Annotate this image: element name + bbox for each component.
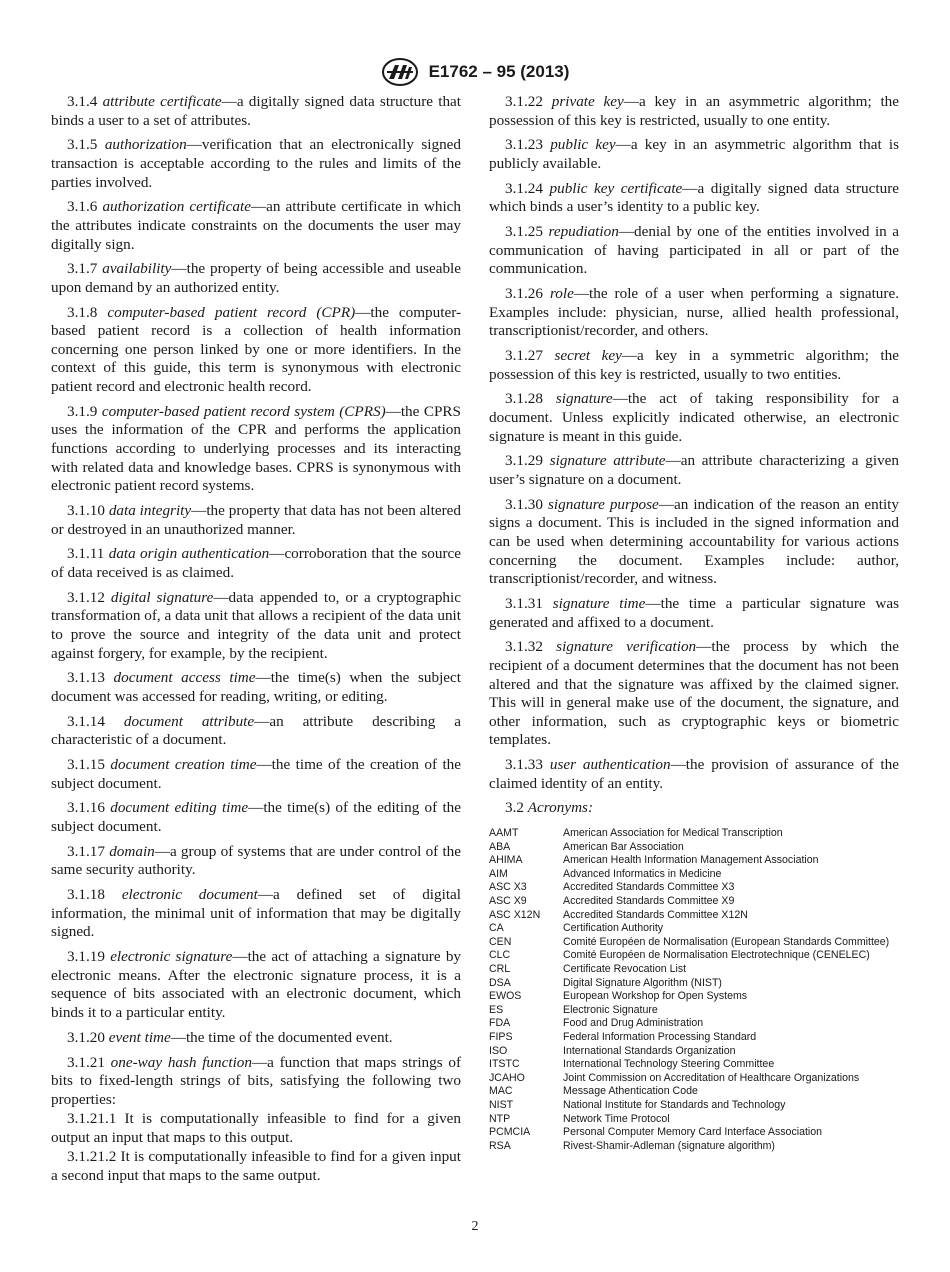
- acronym-description: International Technology Steering Committee: [563, 1058, 775, 1071]
- acronym-row: [489, 868, 894, 882]
- definition-text: the provision of assurance of the claimed identity of an entity.: [489, 756, 899, 792]
- acronym-description: Comité Européen de Normalisation Electrotechnique (CENELEC): [563, 949, 870, 962]
- definition-number: 3.1.21: [67, 1053, 105, 1071]
- definition-paragraph: [51, 198, 461, 254]
- acronym-abbreviation: CLC: [489, 949, 511, 962]
- acronym-description: Electronic Signature: [563, 1003, 658, 1016]
- definition-separator: —: [623, 93, 639, 110]
- definition-number: 3.1.21.1: [67, 1110, 117, 1128]
- acronym-abbreviation: MAC: [489, 1085, 513, 1098]
- definition-paragraph: [51, 545, 461, 582]
- definition-text: the act of attaching a signature by electronic means. After the electronic signature process, it is a sequence of bits associated with an electronic document, which binds it to a particular entity.: [51, 948, 462, 1021]
- acronym-description: Message Athentication Code: [563, 1085, 698, 1098]
- definition-paragraph: [51, 886, 461, 942]
- acronyms-number: 3.2: [505, 799, 524, 817]
- definition-number: 3.1.26: [505, 285, 543, 303]
- definition-term: public key: [550, 136, 616, 154]
- acronym-abbreviation: AIM: [489, 867, 508, 880]
- acronym-row: [489, 1072, 894, 1086]
- acronym-row: [489, 854, 894, 868]
- acronym-row: [489, 1085, 894, 1099]
- definition-paragraph: [489, 93, 899, 130]
- page-number: 2: [471, 1219, 479, 1234]
- definition-text: the computer-based patient record is a collection of health information concerning one person linked by one or more identifiers. In the context of this guide, this term is synonymous with electronic patient record and electronic health record.: [51, 303, 462, 396]
- document-id: E1762 – 95 (2013): [428, 62, 570, 81]
- definition-term: domain: [109, 842, 155, 860]
- definition-paragraph: [489, 223, 899, 279]
- definition-number: 3.1.13: [67, 669, 105, 687]
- acronym-description: Personal Computer Memory Card Interface Association: [563, 1126, 823, 1139]
- acronym-abbreviation: PCMCIA: [489, 1126, 531, 1139]
- definition-separator: —: [682, 179, 698, 197]
- definition-number: 3.1.16: [67, 799, 105, 817]
- definition-term: authorization certificate: [102, 198, 251, 216]
- definition-term: signature verification: [556, 638, 697, 656]
- acronym-row: [489, 827, 894, 841]
- acronym-row: [489, 1017, 894, 1031]
- definition-term: private key: [551, 93, 624, 110]
- definition-paragraph: [51, 589, 461, 663]
- acronym-abbreviation: DSA: [489, 976, 511, 989]
- acronym-description: Accredited Standards Committee X3: [563, 881, 735, 894]
- acronym-row: [489, 909, 894, 923]
- definition-paragraph: [51, 1110, 461, 1147]
- definition-separator: —: [170, 1028, 186, 1046]
- definition-paragraph: [51, 1054, 461, 1110]
- definition-paragraph: [51, 502, 461, 539]
- acronym-description: International Standards Organization: [563, 1044, 736, 1057]
- definition-text: a key in an asymmetric algorithm that is publicly available.: [489, 136, 900, 172]
- definition-paragraph: [51, 843, 461, 880]
- definition-term: data origin authentication: [108, 545, 270, 563]
- definition-separator: —: [154, 842, 170, 860]
- definition-term: signature purpose: [548, 495, 659, 513]
- definition-paragraph: [489, 347, 899, 384]
- acronym-row: [489, 841, 894, 855]
- acronym-abbreviation: EWOS: [489, 990, 522, 1003]
- definition-paragraph: [489, 452, 899, 489]
- definition-text: It is computationally infeasible to find for a given output an input that maps to this output.: [51, 1110, 461, 1146]
- definition-paragraph: [489, 136, 899, 173]
- definition-number: 3.1.23: [505, 136, 543, 154]
- definition-paragraph: [51, 713, 461, 750]
- definition-number: 3.1.25: [505, 223, 543, 241]
- acronym-abbreviation: JCAHO: [489, 1071, 525, 1084]
- right-column: [489, 93, 899, 1153]
- definition-paragraph: [489, 595, 899, 632]
- definition-paragraph: [489, 496, 899, 589]
- definition-text: a defined set of digital information, the minimal unit of information that may be digitally signed.: [51, 886, 462, 941]
- definition-paragraph: [51, 136, 461, 192]
- acronym-row: [489, 963, 894, 977]
- definition-term: attribute certificate: [102, 93, 222, 110]
- definition-number: 3.1.24: [505, 179, 543, 197]
- acronym-row: [489, 1031, 894, 1045]
- definition-separator: —: [615, 136, 631, 154]
- definition-term: document attribute: [123, 712, 255, 730]
- acronym-row: [489, 1126, 894, 1140]
- definition-text: It is computationally infeasible to find for a given input a second input that maps to the same output.: [51, 1148, 461, 1185]
- definition-number: 3.1.19: [67, 948, 105, 966]
- definition-separator: —: [573, 285, 590, 303]
- definition-number: 3.1.9: [67, 402, 98, 420]
- definition-term: document creation time: [110, 756, 257, 774]
- definition-text: denial by one of the entities involved in a communication of having participated in all or part of the communication.: [489, 223, 900, 278]
- definition-text: a group of systems that are under control of the same security authority.: [51, 842, 462, 879]
- acronym-description: Certification Authority: [563, 922, 664, 935]
- definition-text: the time a particular signature was generated and affixed to a document.: [489, 594, 900, 631]
- definition-text: the act of taking responsibility for a document. Unless explicitly indicated otherwise, an electronic signature is meant in this guide.: [489, 390, 899, 445]
- definition-term: signature attribute: [549, 452, 666, 470]
- definition-paragraph: [489, 180, 899, 217]
- acronym-abbreviation: FIPS: [489, 1030, 513, 1043]
- definition-term: user authentication: [549, 756, 671, 774]
- definition-text: a digitally signed data structure which binds a user’s identity to a public key.: [489, 179, 900, 216]
- definition-number: 3.1.32: [505, 638, 543, 656]
- definition-paragraph: [489, 390, 899, 446]
- definition-text: the time(s) of the editing of the subject document.: [51, 799, 462, 836]
- definition-separator: —: [269, 545, 285, 563]
- definition-separator: —: [213, 588, 229, 606]
- left-column: [51, 93, 461, 1192]
- definition-number: 3.1.10: [67, 502, 105, 519]
- definition-paragraph: [51, 756, 461, 793]
- definition-text: a key in a symmetric algorithm; the possession of this key is restricted, usually to two entities.: [489, 347, 899, 383]
- definition-separator: —: [256, 756, 272, 774]
- definition-separator: —: [254, 712, 270, 730]
- definition-text: an attribute certificate in which the attributes indicate constraints on the documents the user may digitally sign.: [51, 198, 461, 253]
- page-header: [0, 57, 950, 87]
- definition-text: the time(s) when the subject document was accessed for reading, writing, or editing.: [51, 669, 462, 705]
- definition-number: 3.1.15: [67, 756, 105, 774]
- acronym-description: European Workshop for Open Systems: [563, 990, 748, 1003]
- definition-number: 3.1.7: [67, 260, 98, 278]
- definition-number: 3.1.29: [505, 452, 543, 470]
- definition-term: availability: [102, 260, 172, 278]
- acronym-abbreviation: CA: [489, 922, 504, 935]
- acronym-description: American Bar Association: [563, 840, 684, 853]
- definition-text: verification that an electronically signed transaction is acceptable according to the rules and limits of the parties involved.: [51, 136, 461, 191]
- definition-number: 3.1.30: [505, 495, 543, 513]
- acronym-abbreviation: AAMT: [489, 827, 519, 840]
- acronym-abbreviation: ABA: [489, 840, 511, 853]
- definition-separator: —: [255, 669, 271, 687]
- definition-text: a key in an asymmetric algorithm; the possession of this key is restricted, usually to one entity.: [489, 93, 900, 129]
- definition-number: 3.1.18: [67, 886, 105, 904]
- definition-separator: —: [621, 347, 638, 365]
- acronym-description: American Association for Medical Transcription: [563, 827, 783, 840]
- definition-paragraph: [51, 669, 461, 706]
- acronym-description: Food and Drug Administration: [563, 1017, 704, 1030]
- definition-separator: —: [232, 948, 248, 966]
- definition-text: a digitally signed data structure that binds a user to a set of attributes.: [51, 93, 462, 129]
- definition-separator: —: [191, 502, 207, 519]
- acronym-row: [489, 1004, 894, 1018]
- definition-number: 3.1.11: [67, 545, 105, 563]
- acronym-abbreviation: AHIMA: [489, 854, 523, 867]
- definition-number: 3.1.20: [67, 1028, 105, 1046]
- definition-number: 3.1.27: [505, 347, 543, 365]
- acronym-description: Joint Commission on Accreditation of Healthcare Organizations: [563, 1071, 860, 1084]
- acronym-row: [489, 1113, 894, 1127]
- acronym-description: National Institute for Standards and Technology: [563, 1098, 786, 1111]
- definition-separator: —: [670, 756, 686, 774]
- acronym-row: [489, 936, 894, 950]
- definition-separator: —: [171, 260, 187, 278]
- definition-paragraph: [51, 1029, 461, 1048]
- acronyms-heading: [489, 799, 899, 818]
- definition-term: computer-based patient record (CPR): [107, 303, 356, 321]
- definition-term: event time: [108, 1028, 171, 1046]
- definition-text: the role of a user when performing a signature. Examples include: physician, nurse, allied health professional, transcriptionist/recorder, and others.: [489, 285, 899, 340]
- acronym-abbreviation: NIST: [489, 1098, 514, 1111]
- acronym-row: [489, 895, 894, 909]
- acronym-description: Accredited Standards Committee X12N: [563, 908, 748, 921]
- acronyms-title: Acronyms:: [527, 799, 594, 817]
- definition-number: 3.1.22: [505, 93, 543, 110]
- definition-term: digital signature: [110, 588, 214, 606]
- definition-number: 3.1.14: [67, 712, 105, 730]
- definitions-right: [489, 93, 899, 793]
- definition-paragraph: [51, 948, 461, 1022]
- definition-separator: —: [250, 198, 267, 216]
- definition-separator: —: [248, 799, 264, 817]
- definition-paragraph: [51, 93, 461, 130]
- definition-term: electronic signature: [110, 948, 233, 966]
- acronym-description: Federal Information Processing Standard: [563, 1030, 757, 1043]
- acronym-row: [489, 881, 894, 895]
- acronym-abbreviation: NTP: [489, 1112, 511, 1125]
- acronym-row: [489, 1058, 894, 1072]
- acronym-description: Network Time Protocol: [563, 1112, 670, 1125]
- acronym-row: [489, 1099, 894, 1113]
- definition-term: signature time: [552, 594, 646, 612]
- definition-term: document editing time: [110, 799, 249, 817]
- acronym-abbreviation: ASC X12N: [489, 908, 541, 921]
- definition-text: corroboration that the source of data received is as claimed.: [51, 545, 462, 581]
- astm-logo-icon: [381, 57, 419, 87]
- definition-paragraph: [51, 304, 461, 397]
- definition-text: the property of being accessible and useable upon demand by an authorized entity.: [51, 260, 462, 296]
- definition-number: 3.1.4: [67, 93, 98, 110]
- definition-number: 3.1.33: [505, 756, 543, 774]
- definition-number: 3.1.21.2: [67, 1148, 117, 1166]
- definition-text: the CPRS uses the information of the CPR and performs the application functions according to underlying processes and its interacting with related data and knowledge bases. CPRS is synonymous with electronic patient record systems.: [51, 402, 461, 495]
- definition-separator: —: [645, 594, 661, 612]
- definition-term: electronic document: [121, 886, 258, 904]
- definition-text: the process by which the recipient of a document determines that the document has not been altered and that the signature was affixed by the claimed signer. This will in general make use of the document, the signature, and other information, such as cryptographic keys or biometric templates.: [489, 638, 900, 749]
- definition-text: a function that maps strings of bits to fixed-length strings of bits, satisfying the following two properties:: [51, 1053, 462, 1108]
- acronym-description: Digital Signature Algorithm (NIST): [563, 976, 722, 989]
- acronym-abbreviation: ITSTC: [489, 1058, 520, 1071]
- acronym-abbreviation: ISO: [489, 1044, 508, 1057]
- definition-term: role: [549, 285, 574, 303]
- definition-term: one-way hash function: [110, 1053, 252, 1071]
- definition-term: data integrity: [108, 502, 192, 519]
- definition-number: 3.1.28: [505, 390, 543, 408]
- definition-term: document access time: [113, 669, 256, 687]
- acronym-row: [489, 922, 894, 936]
- acronym-description: Comité Européen de Normalisation (European Standards Committee): [563, 935, 890, 948]
- definition-text: an attribute describing a characteristic of a document.: [51, 712, 461, 749]
- definition-term: authorization: [104, 136, 187, 154]
- definition-separator: —: [221, 93, 237, 110]
- definition-separator: —: [186, 136, 202, 154]
- definition-separator: —: [696, 638, 712, 656]
- definition-text: an attribute characterizing a given user’s signature on a document.: [489, 452, 899, 488]
- acronym-description: Rivest-Shamir-Adleman (signature algorithm): [563, 1139, 775, 1152]
- definition-number: 3.1.31: [505, 594, 543, 612]
- acronym-row: [489, 1140, 894, 1154]
- acronym-abbreviation: CEN: [489, 935, 512, 948]
- definition-number: 3.1.6: [67, 198, 98, 216]
- definition-text: the property that data has not been altered or destroyed in an unauthorized manner.: [51, 502, 461, 538]
- definition-term: computer-based patient record system (CPRS): [101, 402, 386, 420]
- acronyms-table: [489, 827, 894, 1153]
- definition-separator: —: [618, 223, 634, 241]
- acronym-description: American Health Information Management Association: [563, 854, 819, 867]
- definition-paragraph: [51, 1148, 461, 1185]
- definition-text: data appended to, or a cryptographic transformation of, a data unit that allows a recipient of the data unit to prove the source and integrity of the data unit and protect against forgery, for example, by the recipient.: [51, 588, 461, 662]
- definition-paragraph: [51, 403, 461, 496]
- definition-paragraph: [489, 285, 899, 341]
- acronym-abbreviation: RSA: [489, 1139, 511, 1152]
- acronym-row: [489, 990, 894, 1004]
- acronym-row: [489, 949, 894, 963]
- definition-number: 3.1.8: [67, 303, 98, 321]
- acronym-abbreviation: ES: [489, 1003, 504, 1016]
- definition-separator: —: [658, 495, 674, 513]
- definition-separator: —: [385, 402, 401, 420]
- definition-text: an indication of the reason an entity signs a document. This is included in the signed information and can be used when determining accountability for various actions concerning the document. Examples include: author, transcriptionist/recorder, and witness.: [489, 495, 899, 588]
- acronym-abbreviation: ASC X3: [489, 881, 527, 894]
- acronym-row: [489, 1045, 894, 1059]
- acronym-description: Accredited Standards Committee X9: [563, 895, 735, 907]
- definition-term: signature: [555, 390, 613, 408]
- definition-paragraph: [51, 799, 461, 836]
- acronym-row: [489, 977, 894, 991]
- definition-text: the time of the creation of the subject document.: [51, 756, 462, 792]
- definition-number: 3.1.17: [67, 842, 105, 860]
- definition-paragraph: [51, 260, 461, 297]
- definition-separator: —: [612, 390, 628, 408]
- definition-number: 3.1.12: [67, 588, 105, 606]
- definition-term: public key certificate: [549, 179, 683, 197]
- acronym-abbreviation: ASC X9: [489, 895, 527, 907]
- definition-paragraph: [489, 638, 899, 750]
- definition-paragraph: [489, 756, 899, 793]
- acronym-abbreviation: FDA: [489, 1017, 511, 1030]
- definition-separator: —: [355, 303, 371, 321]
- definition-term: repudiation: [548, 223, 619, 241]
- acronym-abbreviation: CRL: [489, 962, 511, 975]
- acronym-description: Certificate Revocation List: [563, 962, 687, 975]
- definition-separator: —: [665, 452, 681, 470]
- definition-separator: —: [257, 886, 274, 904]
- acronym-description: Advanced Informatics in Medicine: [563, 867, 722, 880]
- definition-number: 3.1.5: [67, 136, 98, 154]
- definition-separator: —: [251, 1053, 268, 1071]
- definition-term: secret key: [554, 347, 622, 365]
- definition-text: the time of the documented event.: [185, 1028, 393, 1046]
